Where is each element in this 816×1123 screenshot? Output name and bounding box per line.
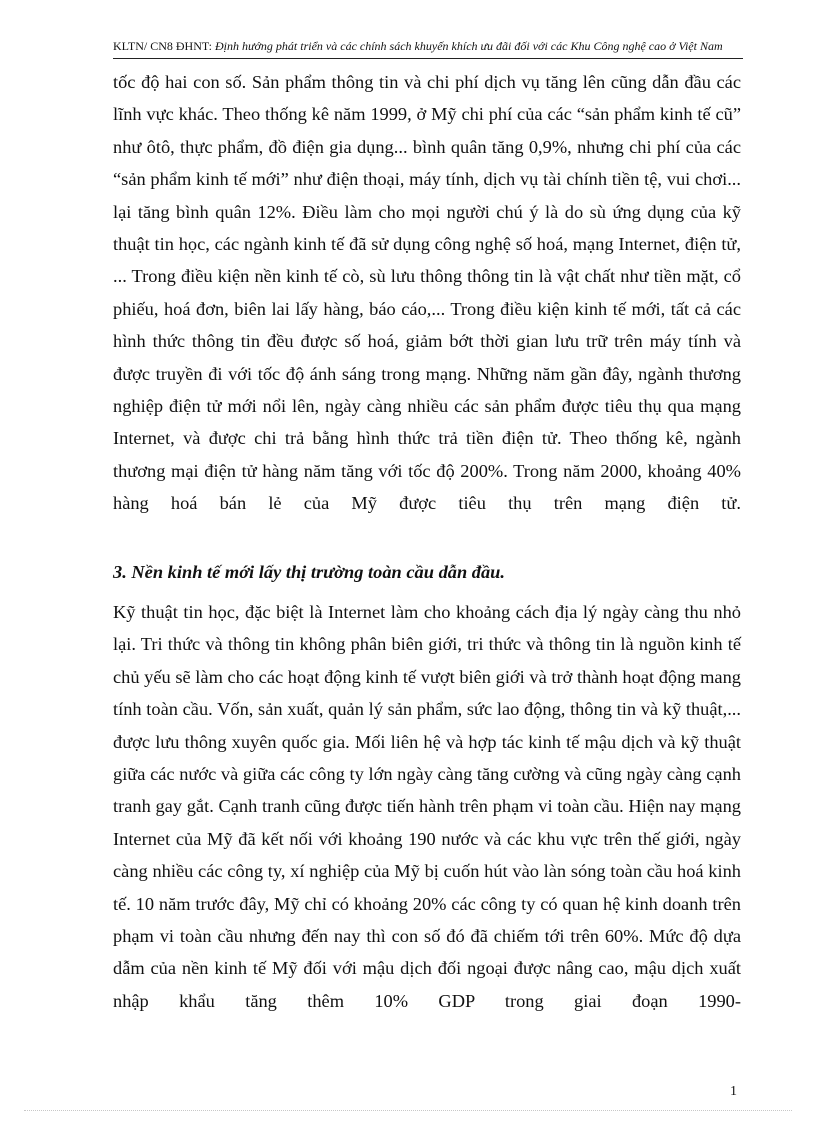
page-number: 1 — [730, 1084, 737, 1099]
header-title-end: Nam — [699, 39, 723, 53]
section-heading: 3. Nền kinh tế mới lấy thị trường toàn cầu dẫn đầu. — [113, 562, 505, 582]
header-title: Định hướng phát triển và các chính sách khuyến khích ưu đãi đối với các Khu Công nghệ cao ở Việt — [214, 39, 697, 53]
paragraph-2: Kỹ thuật tin học, đặc biệt là Internet làm cho khoảng cách địa lý ngày càng thu nhỏ lại. Tri thức và thông tin không phân biên giới, tri thức và thông tin là nguồn kinh tế chủ yếu sẽ làm cho các hoạt động kinh tế vượt biên giới và trở thành hoạt động mang tính toàn cầu. Vốn, sản xuất, quản lý sản phẩm, sức lao động, thông tin và kỹ thuật,... được lưu thông xuyên quốc gia. Mối liên hệ và hợp tác kinh tế mậu dịch và kỹ thuật giữa các nước và giữa các công ty lớn ngày càng tăng cường và cũng ngày càng cạnh tranh gay gắt. Cạnh tranh cũng được tiến hành trên phạm vi toàn cầu. Hiện nay mạng Internet của Mỹ đã kết nối với khoảng 190 nước và các khu vực trên thế giới, ngày càng nhiều các công ty, xí nghiệp của Mỹ bị cuốn hút vào làn sóng toàn cầu hoá kinh tế. 10 năm trước đây, Mỹ chỉ có khoảng 20% các công ty có quan hệ kinh doanh trên phạm vi toàn cầu nhưng đến nay thì con số đó đã chiếm tới trên 60%. Mức độ dựa dẫm của nền kinh tế Mỹ đối với mậu dịch đối ngoại được nâng cao, mậu dịch xuất nhập khẩu tăng thêm 10% GDP trong giai đoạn 1990- — [113, 602, 741, 1011]
paragraph-1: tốc độ hai con số. Sản phẩm thông tin và chi phí dịch vụ tăng lên cũng dẫn đầu các lĩnh vực khác. Theo thống kê năm 1999, ở Mỹ chi phí của các “sản phẩm kinh tế cũ” như ôtô, thực phẩm, đồ điện gia dụng... bình quân tăng 0,9%, nhưng chi phí của các “sản phẩm kinh tế mới” như điện thoại, máy tính, dịch vụ tài chính tiền tệ, vui chơi... lại tăng bình quân 12%. Điều làm cho mọi người chú ý là do sù ứng dụng của kỹ thuật tin học, các ngành kinh tế đã sử dụng công nghệ số hoá, mạng Internet, điện tử, ... Trong điều kiện nền kinh tế cò, sù lưu thông thông tin là vật chất như tiền mặt, cổ phiếu, hoá đơn, biên lai lấy hàng, báo cáo,... Trong điều kiện kinh tế mới, tất cả các hình thức thông tin đều được số hoá, giảm bớt thời gian lưu trữ trên máy tính và được truyền đi với tốc độ ánh sáng trong mạng. Những năm gần đây, ngành thương nghiệp điện tử mới nổi lên, ngày càng nhiều các sản phẩm được tiêu thụ qua mạng Internet, và được chi trả bằng hình thức trả tiền điện tử. Theo thống kê, ngành thương mại điện tử hàng năm tăng với tốc độ 200%. Trong năm 2000, khoảng 40% hàng hoá bán lẻ của Mỹ được tiêu thụ trên mạng điện tử. — [113, 72, 741, 514]
header-rule — [113, 58, 743, 59]
header-code: KLTN/ CN8 ĐHNT: — [113, 39, 212, 53]
footer-dotted-rule — [24, 1110, 792, 1111]
running-header — [113, 38, 743, 60]
